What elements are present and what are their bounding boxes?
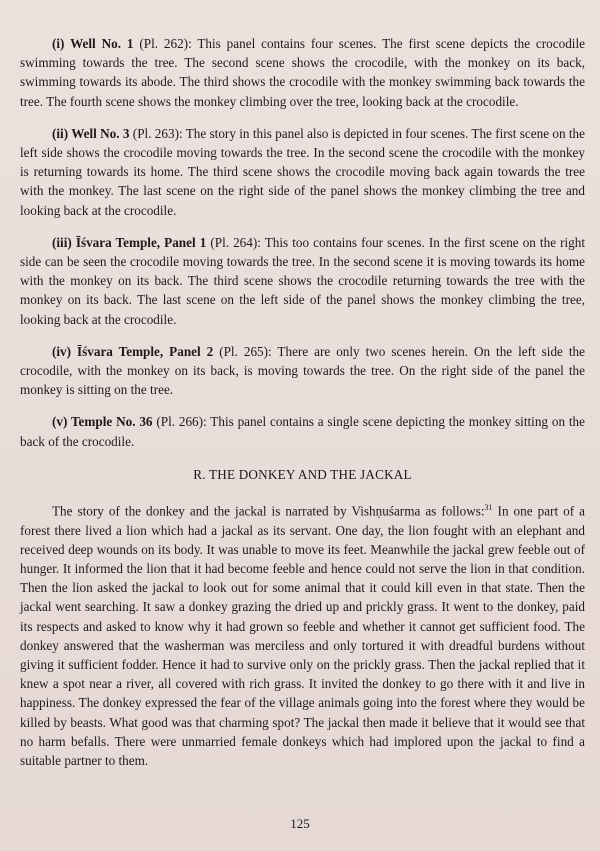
panel-heading: (iv) Īśvara Temple, Panel 2 xyxy=(52,343,214,359)
panel-heading: (v) Temple No. 36 xyxy=(52,414,153,430)
panel-heading: (iii) Īśvara Temple, Panel 1 xyxy=(52,234,207,250)
panel-paragraph-5 xyxy=(20,412,585,450)
panel-text: (Pl. 263): The story in this panel also is depicted in four scenes. The first scene on the left side shows the crocodile moving towards the tree. In the second scene the crocodile with the monkey is returning towards its home. The third scene shows the crocodile moving back again towards the tree with the monkey. The last scene on the right side of the panel shows the monkey climbing the tree and looking back at the crocodile. xyxy=(20,125,585,218)
panel-paragraph-2 xyxy=(20,124,585,220)
story-text-start: The story of the donkey and the jackal is narrated by Vishṇuśarma as follows: xyxy=(52,503,485,519)
panel-paragraph-4 xyxy=(20,342,585,400)
page-body xyxy=(20,34,585,783)
footnote-reference: 31 xyxy=(484,503,493,513)
panel-text: (Pl. 266): This panel contains a single scene depicting the monkey sitting on the back of the crocodile. xyxy=(20,414,585,449)
panel-text: (Pl. 265): There are only two scenes herein. On the left side the crocodile, with the monkey on its back, is moving towards the tree. On the right side of the panel the monkey is sitting on the tree. xyxy=(20,343,585,398)
page-number: 125 xyxy=(290,816,310,831)
panel-heading: (i) Well No. 1 xyxy=(52,36,134,51)
story-paragraph xyxy=(20,498,585,770)
section-title: R. THE DONKEY AND THE JACKAL xyxy=(193,466,412,482)
panel-text: (Pl. 262): This panel contains four scenes. The first scene depicts the crocodile swimming towards the tree. The second scene shows the crocodile, with the monkey on its back, swimming towards its abode. The third shows the crocodile with the monkey swimming back towards the tree. The fourth scene shows the monkey climbing over the tree, looking back at the crocodile. xyxy=(20,36,585,109)
panel-text: (Pl. 264): This too contains four scenes. In the first scene on the right side can be seen the crocodile moving towards the tree. In the second scene it is moving towards its home with the monkey on its back. The third scene shows the crocodile returning towards the tree with the monkey on its back. The last scene on the left side of the panel shows the monkey climbing the tree, looking back at the crocodile. xyxy=(20,234,585,327)
panel-heading: (ii) Well No. 3 xyxy=(52,125,130,141)
panel-paragraph-3 xyxy=(20,233,585,329)
story-text: In one part of a forest there lived a lion which had a jackal as its servant. One day, the lion fought with an elephant and received deep wounds on its body. It was unable to move its feet. Meanwhile the jackal grew feeble out of hunger. It informed the lion that it had become feeble and hence could not serve the lion in that condition. Then the lion asked the jackal to look out for some animal that it could kill even in that state. Then the jackal went searching. It saw a donkey grazing the dried up and prickly grass. It went to the donkey, paid its respects and asked to know why it had grown so feeble and whether it cannot get sufficient food. The donkey answered that the washerman was merciless and only tortured it with dreadful burdens without giving it sufficient fodder. Hence it had to survive only on the prickly grass. Then the jackal replied that it knew a spot near a river, all covered with rich grass. It invited the donkey to go there with it and live in happiness. The donkey expressed the fear of the village animals going into the forest where they would be killed by beasts. What good was that charming spot? The jackal then made it believe that it would see that no harm befalls. There were unmarried female donkeys which had implored upon the jackal to find a suitable partner to them. xyxy=(20,503,585,769)
panel-paragraph-1 xyxy=(20,34,585,111)
